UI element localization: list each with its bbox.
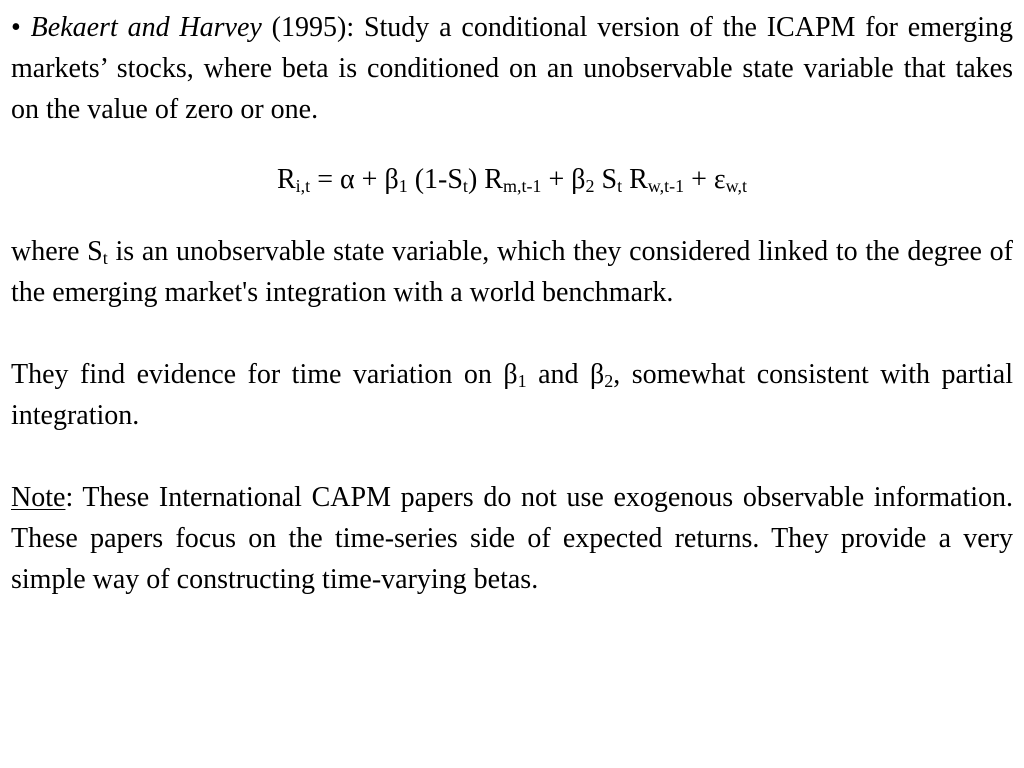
eq-part: ) R [467,164,503,195]
eq-part: S [594,164,618,195]
eq-part: = α + β [310,164,399,195]
where-paragraph [11,231,1013,313]
eq-state-sub: t [462,176,468,196]
eq-return: R [276,164,296,195]
where-text: where S [11,236,103,267]
eq-market-sub: m,t-1 [502,176,542,196]
evidence-sub: 2 [604,371,614,391]
eq-part: + β [541,164,586,195]
bullet: • [11,12,21,43]
authors: Bekaert and Harvey [30,12,262,43]
eq-state-sub: t [617,176,623,196]
eq-world-sub: w,t-1 [647,176,685,196]
evidence-text: , somewhat consistent with partial integration. [11,359,1013,431]
note-paragraph [11,477,1013,600]
eq-part: R [622,164,648,195]
evidence-sub: 1 [517,371,527,391]
evidence-text: They find evidence for time variation on β [11,359,518,390]
eq-beta2-sub: 2 [585,176,595,196]
icapm-equation [11,159,1013,200]
eq-part: + ε [684,164,726,195]
note-text: : These International CAPM papers do not use exogenous observable information. These papers focus on the time-series side of expected returns. They provide a very simple way of constructing time-varying betas. [11,482,1013,595]
eq-error-sub: w,t [725,176,747,196]
intro-paragraph [11,7,1013,130]
where-sub: t [102,248,108,268]
evidence-text: and β [526,359,605,390]
eq-return-sub: i,t [295,176,311,196]
eq-beta1-sub: 1 [398,176,408,196]
eq-part: (1-S [407,164,463,195]
where-text: is an unobservable state variable, which they considered linked to the degree of the emerging market's integration with a world benchmark. [11,236,1013,308]
evidence-paragraph [11,354,1013,436]
intro-text: (1995): Study a conditional version of the ICAPM for emerging markets’ stocks, where beta is conditioned on an unobservable state variable that takes on the value of zero or one. [11,12,1013,125]
note-label: Note [11,482,66,513]
